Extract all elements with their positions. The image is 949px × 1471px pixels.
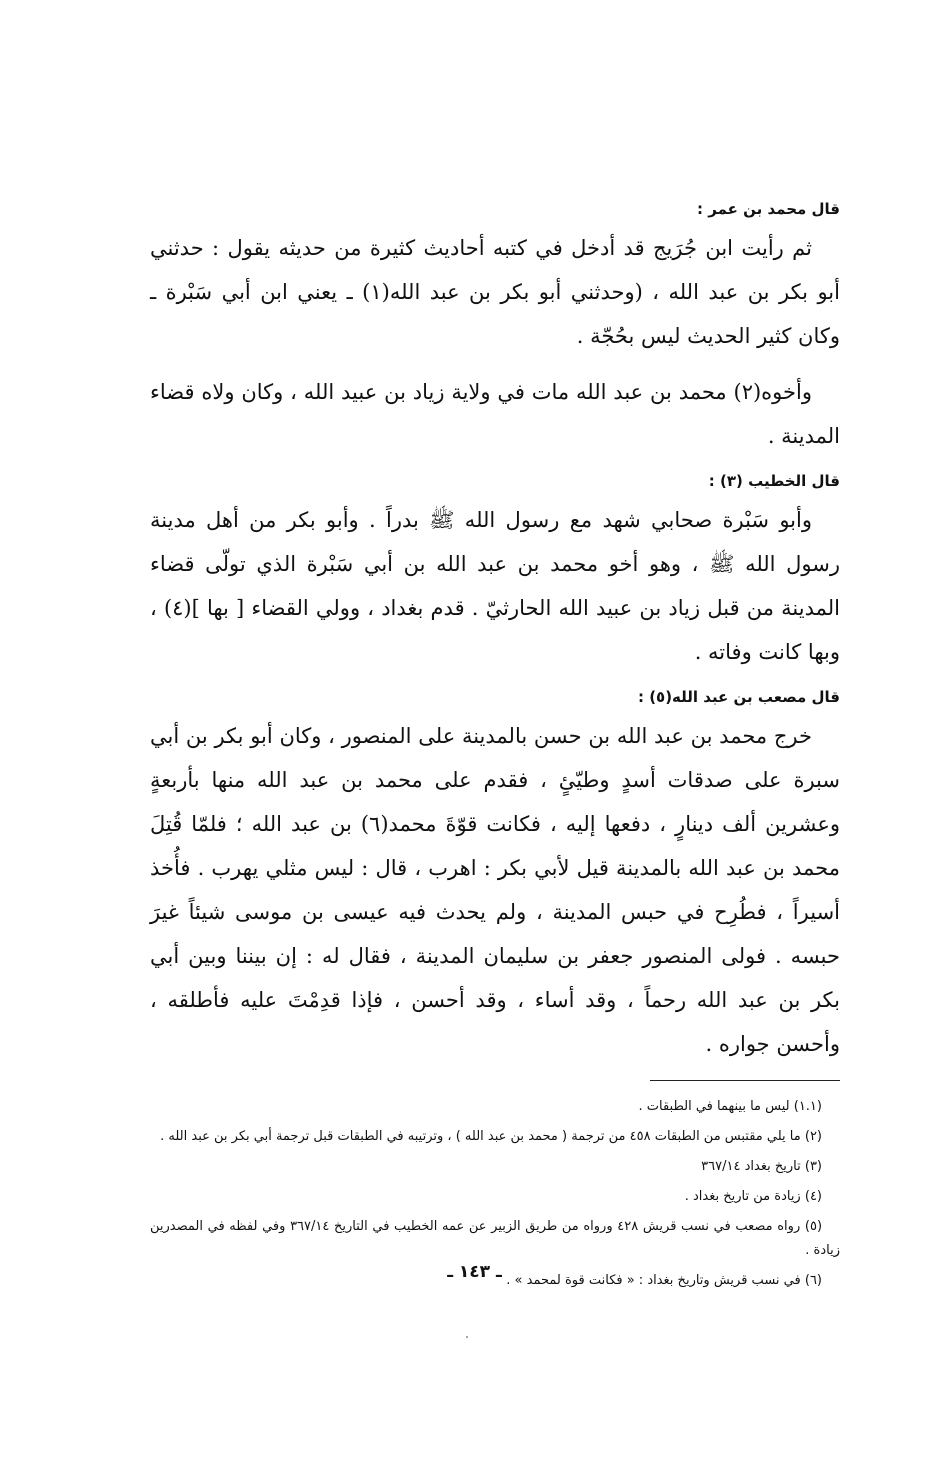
paragraph: ثم رأيت ابن جُرَيج قد أدخل في كتبه أحاديث كثيرة من حديثه يقول : حدثني أبو بكر بن عبد الله ، (وحدثني أبو بكر بن عبد الله(١) ـ يعني ابن أبي سَبْرة ـ وكان كثير الحديث ليس بحُجّة . [150,236,840,348]
footnote [150,1095,840,1119]
section-heading: قال مصعب بن عبد الله(٥) : [637,688,840,706]
footnote-number: (٣) [804,1159,822,1174]
footnote [150,1215,840,1263]
paragraph: وأبو سَبْرة صحابي شهد مع رسول الله ﷺ بدراً . وأبو بكر من أهل مدينة رسول الله ﷺ ، وهو أخو محمد بن عبد الله بن أبي سَبْرة الذي تولّى قضاء المدينة من قبل زياد بن عبيد الله الحارثيّ . قدم بغداد ، وولي القضاء [ بها ](٤) ، وبها كانت وفاته . [150,508,840,664]
paragraph: وأخوه(٢) محمد بن عبد الله مات في ولاية زياد بن عبيد الله ، وكان ولاه قضاء المدينة . [150,380,840,448]
footnote-text: تاريخ بغداد ٣٦٧/١٤ [701,1159,801,1174]
footnote [150,1185,840,1209]
footnote [150,1155,840,1179]
section-heading: قال الخطيب (٣) : [708,472,840,490]
footnote-text: ما يلي مقتبس من الطبقات ٤٥٨ من ترجمة ( محمد بن عبد الله ) ، وترتيبه في الطبقات قبل ترجمة أبي بكر بن عبد الله . [160,1129,801,1144]
footnote-number: (٤) [804,1189,822,1204]
footnote-text: زيادة من تاريخ بغداد . [684,1189,801,1204]
page-body [150,190,840,1299]
section-1 [150,198,840,458]
paragraph: خرج محمد بن عبد الله بن حسن بالمدينة على المنصور ، وكان أبو بكر بن أبي سبرة على صدقات أسدٍ وطيّئٍ ، فقدم على محمد بن عبد الله منها بأربعةٍ وعشرين ألف دينارٍ ، دفعها إليه ، فكانت قوّةَ محمد(٦) بن عبد الله ؛ فلمّا قُتِلَ محمد بن عبد الله بالمدينة قيل لأبي بكر : اهرب ، قال : ليس مثلي يهرب . فأُخذ أسيراً ، فطُرِح في حبس المدينة ، ولم يحدث فيه عيسى بن موسى شيئاً غيرَ حبسه . فولى المنصور جعفر بن سليمان المدينة ، فقال له : إن بيننا وبين أبي بكر بن عبد الله رحماً ، وقد أساء ، وقد أحسن ، فإذا قدِمْتَ عليه فأطلقه ، وأحسن جواره . [150,724,840,1056]
footnote-divider [650,1080,840,1081]
scan-speck [466,1336,468,1338]
section-heading: قال محمد بن عمر : [697,200,840,218]
section-2 [150,470,840,674]
footnote-text: في نسب قريش وتاريخ بغداد : « فكانت قوة لمحمد » . [506,1273,801,1288]
footnote-number: (٢) [804,1129,822,1144]
footnote-number: (١.١) [793,1099,822,1114]
footnote-number: (٥) [804,1219,823,1234]
page-number: ـ ١٤٣ ـ [447,1262,502,1282]
footnote-text: رواه مصعب في نسب قريش ٤٢٨ ورواه من طريق الزبير عن عمه الخطيب في التاريخ ٣٦٧/١٤ وفي لفظه في المصدرين زيادة . [150,1219,840,1258]
section-3 [150,686,840,1066]
footnote [150,1125,840,1149]
footnote-number: (٦) [804,1273,822,1288]
footnote-text: ليس ما بينهما في الطبقات . [638,1099,790,1114]
